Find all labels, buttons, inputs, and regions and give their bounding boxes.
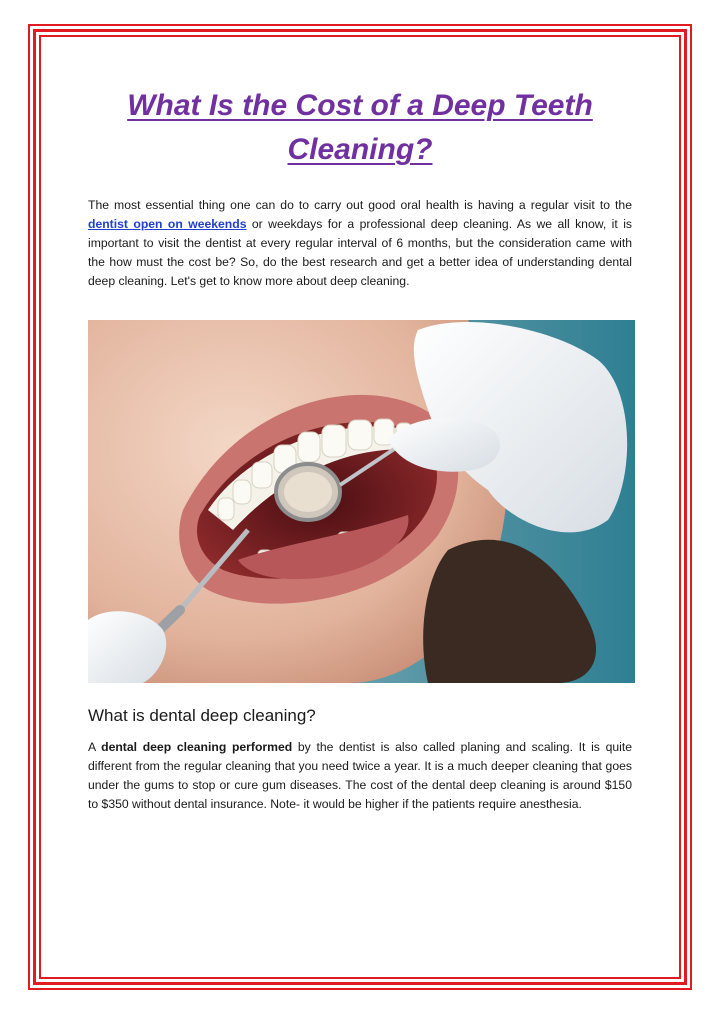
section-bold-phrase: dental deep cleaning performed [101,740,293,754]
page-title: What Is the Cost of a Deep Teeth Cleaning? [127,89,593,166]
section-rest: by the dentist is also called planing and scaling. It is quite different from the regular cleaning that you need twice a year. It is a much deeper cleaning that goes under the gums to stop or cure gum diseases. The cost of the dental deep cleaning is around $150 to $350 without dental insurance. Note- it would be higher if the patients require anesthesia. [88,740,632,811]
section-paragraph [88,738,632,814]
dental-exam-photo [88,320,635,683]
intro-text-after: or weekdays for a professional deep cleaning. As we all know, it is important to visit the dentist at every regular interval of 6 months, but the consideration came with the how must the cost be? So, do the best research and get a better idea of understanding dental deep cleaning. Let's get to know more about deep cleaning. [88,217,632,288]
intro-paragraph [88,196,632,291]
intro-text-before: The most essential thing one can do to carry out good oral health is having a regular visit to the [88,198,632,212]
dentist-open-on-weekends-link[interactable]: dentist open on weekends [88,217,247,231]
section-lead: A [88,740,102,754]
section-heading: What is dental deep cleaning? [88,706,316,725]
